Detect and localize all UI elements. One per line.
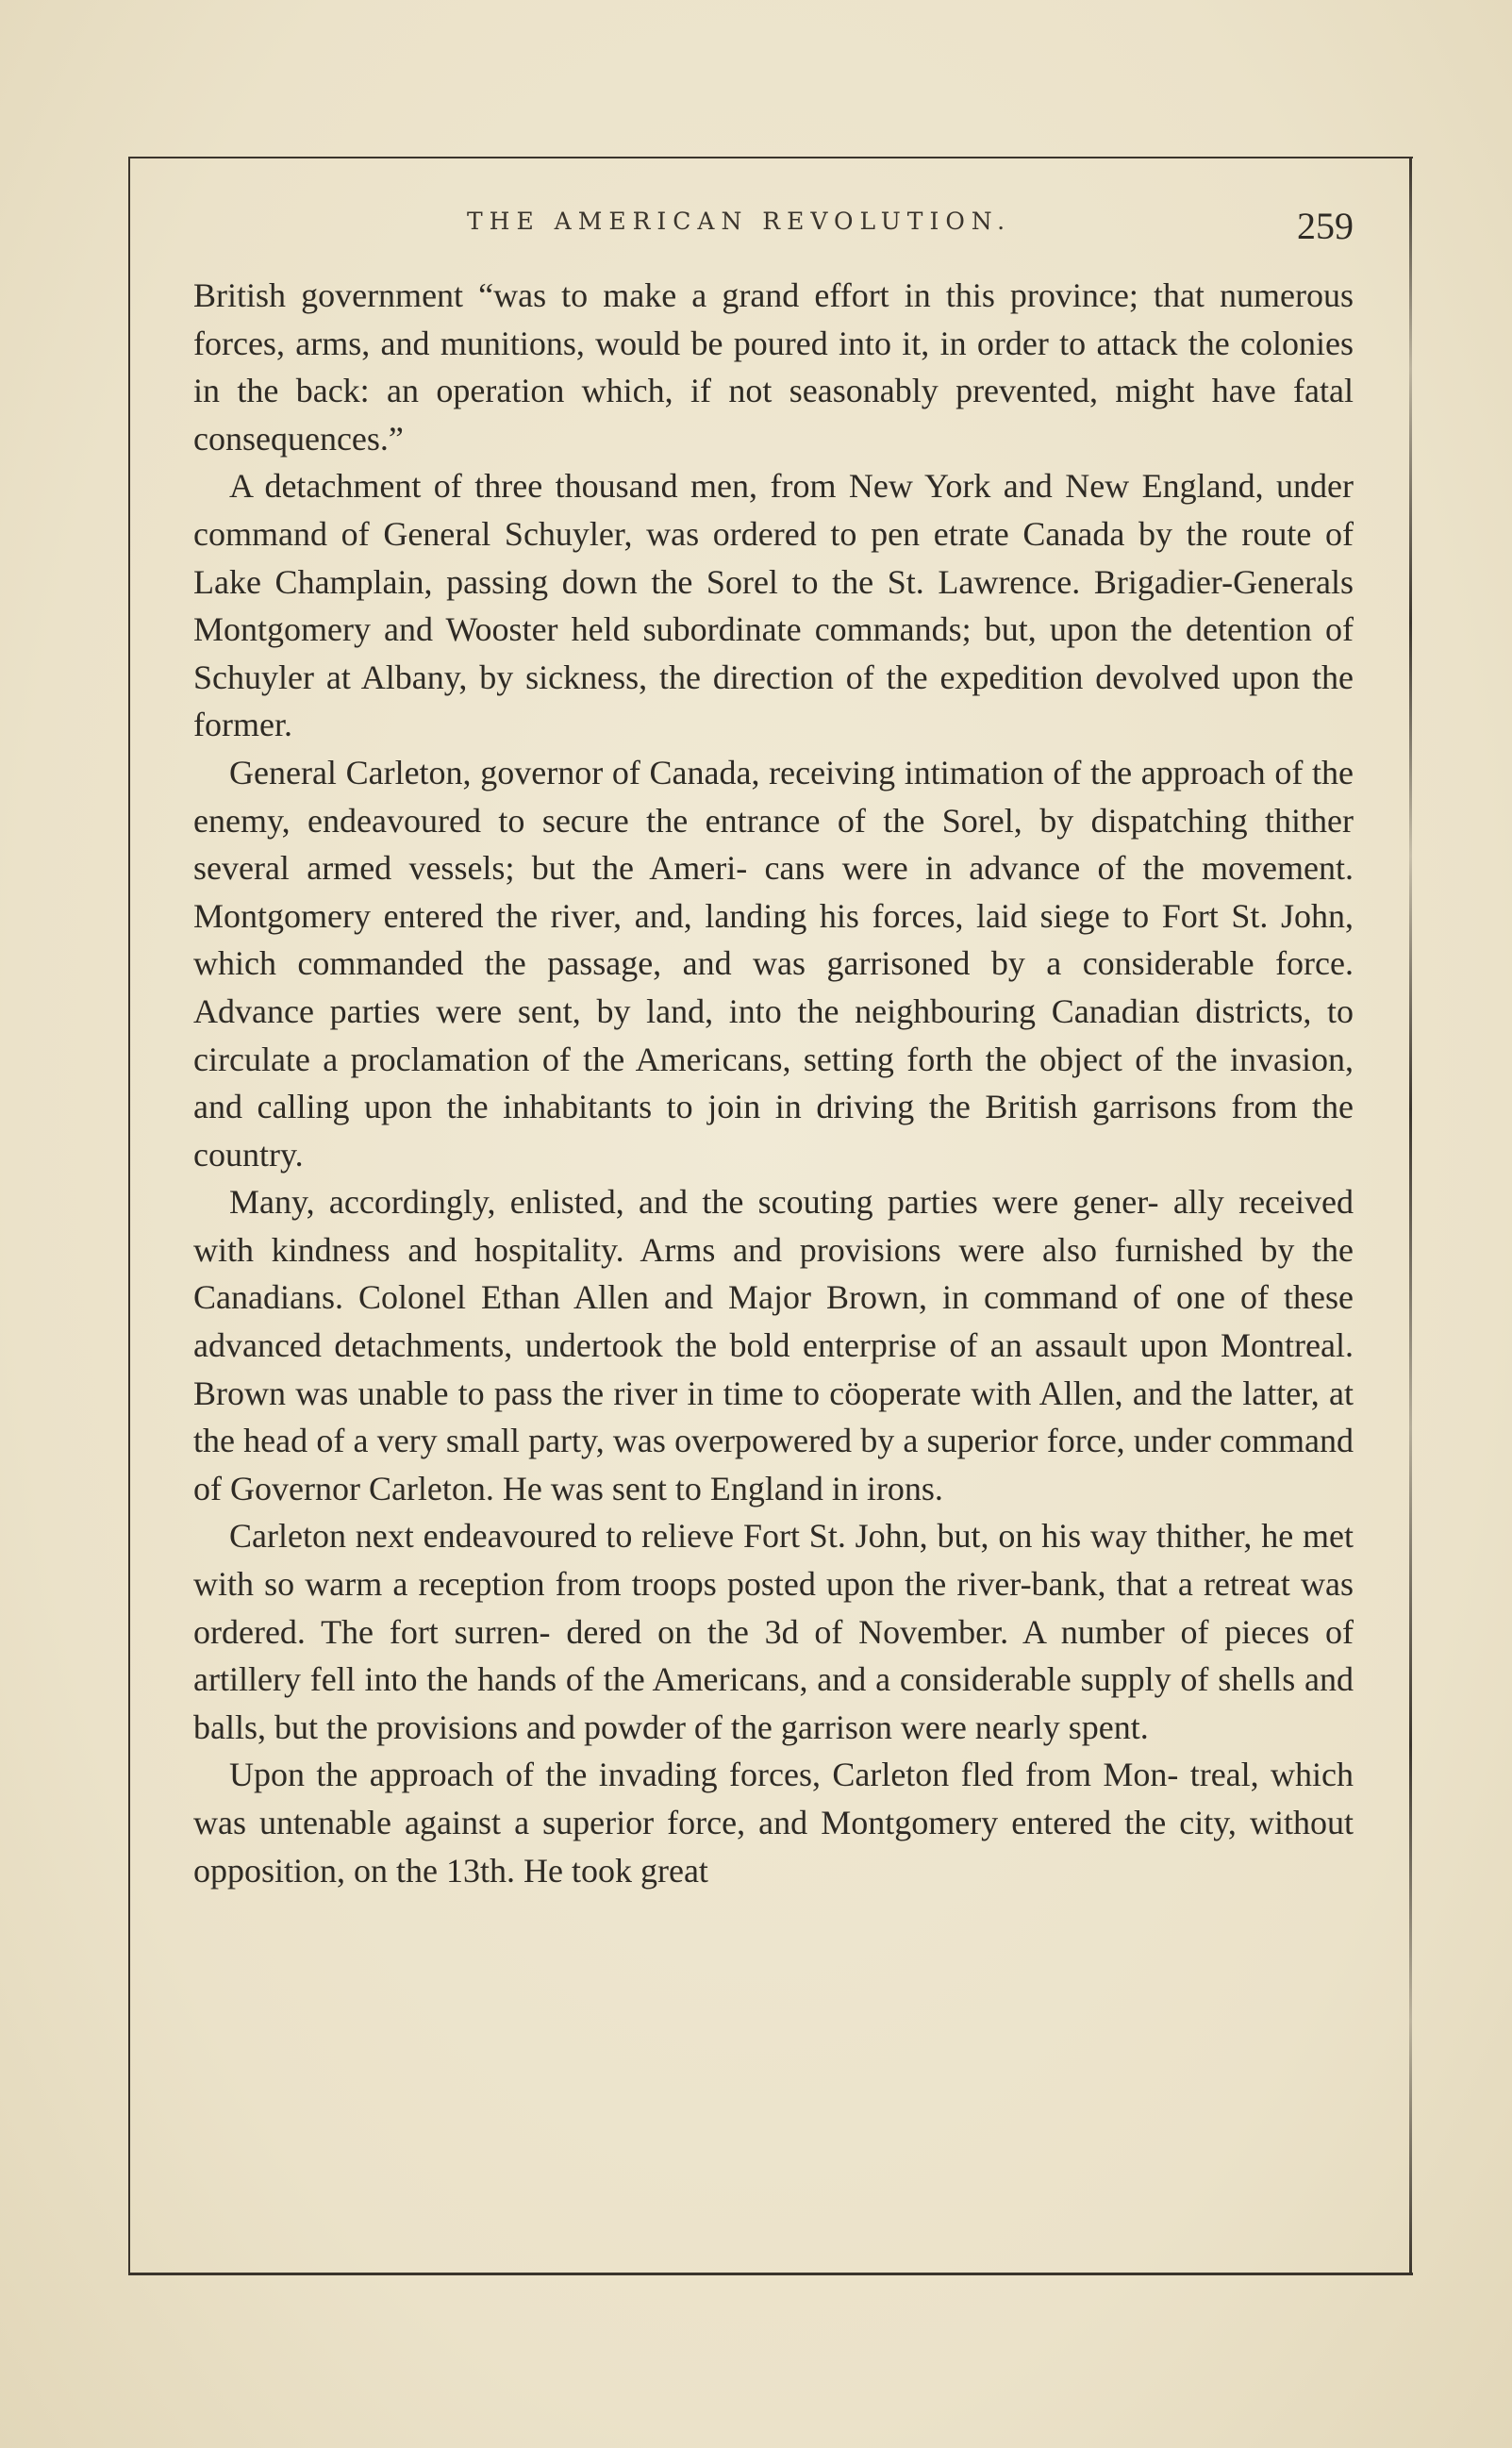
paragraph: Upon the approach of the invading forces, Carleton fled from Mon- treal, which was untenable against a superior force, and Montgomery entered the city, without opposition, on the 13th. He took great [193,1756,1354,1890]
running-title: THE AMERICAN REVOLUTION. [467,208,1012,235]
body-text [193,272,1354,1894]
paragraph: Carleton next endeavoured to relieve Fort St. John, but, on his way thither, he met with so warm a reception from troops posted upon the river-bank, that a retreat was ordered. The fort surren- dered on the 3d of November. A number of pieces of artillery fell into the hands of the Americans, and a considerable supply of shells and balls, but the provisions and powder of the garrison were nearly spent. [193,1517,1354,1746]
frame-left-rule [128,157,130,2274]
page-header [193,198,1354,255]
paragraph: General Carleton, governor of Canada, receiving intimation of the approach of the enemy, endeavoured to secure the entrance of the Sorel, by dispatching thither several armed vessels; but the Ameri- cans were in advance of the movement. Montgomery entered the river, and, landing his forces, laid siege to Fort St. John, which commanded the passage, and was garrisoned by a considerable force. Advance parties were sent, by land, into the neighbouring Canadian districts, to circulate a proclamation of the Americans, setting forth the object of the invasion, and calling upon the inhabitants to join in driving the British garrisons from the country. [193,753,1354,1174]
paragraph: Many, accordingly, enlisted, and the scouting parties were gener- ally received with kindness and hospitality. Arms and provisions were also furnished by the Canadians. Colonel Ethan Allen and Major Brown, in command of one of these advanced detachments, undertook the bold enterprise of an assault upon Montreal. Brown was unable to pass the river in time to cöoperate with Allen, and the latter, at the head of a very small party, was overpowered by a superior force, under command of Governor Carleton. He was sent to England in irons. [193,1183,1354,1507]
frame-right-rule [1409,157,1412,2275]
paragraph: A detachment of three thousand men, from New York and New England, under command of General Schuyler, was ordered to pen etrate Canada by the route of Lake Champlain, passing down the Sorel to the St. Lawrence. Brigadier-Generals Montgomery and Wooster held subordinate commands; but, upon the detention of Schuyler at Albany, by sickness, the direction of the expedition devolved upon the former. [193,467,1354,744]
frame-bottom-rule [128,2273,1413,2275]
page-number: 259 [1297,205,1354,247]
frame-top-rule [128,157,1413,158]
paragraph: British government “was to make a grand effort in this province; that numerous forces, arms, and munitions, would be poured into it, in order to attack the colonies in the back: an operation which, if not seasonably prevented, might have fatal consequences.” [193,276,1354,458]
